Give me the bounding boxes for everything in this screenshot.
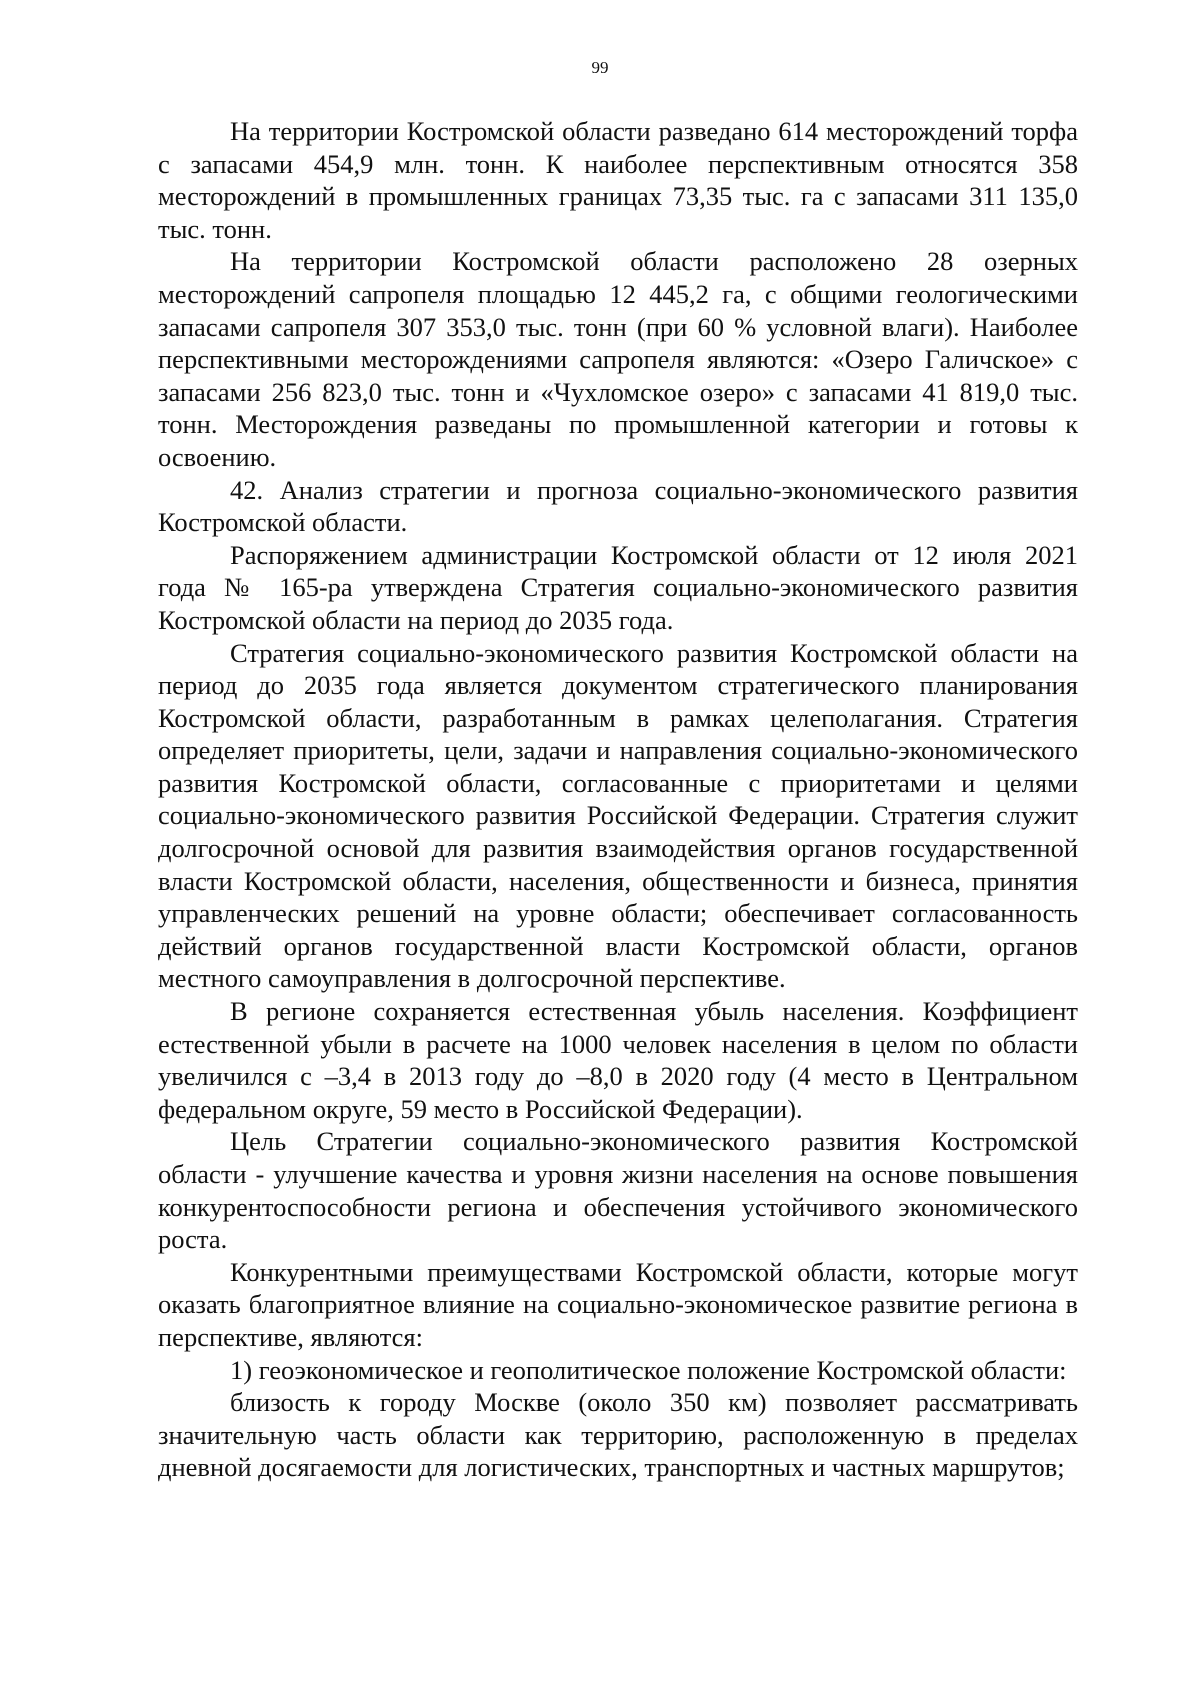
- section-heading-42: 42. Анализ стратегии и прогноза социально-экономического развития Костромской области.: [158, 474, 1078, 538]
- paragraph-proximity-to-moscow: близость к городу Москве (около 350 км) позволяет рассматривать значительную часть области как территорию, расположенную в пределах дневной досягаемости для логистических, транспортных и частных маршрутов;: [158, 1387, 1078, 1483]
- paragraph-competitive-advantages: Конкурентными преимуществами Костромской области, которые могут оказать благоприятное влияние на социально-экономическое развитие региона в перспективе, являются:: [158, 1256, 1078, 1352]
- paragraph-peat-deposits: На территории Костромской области разведано 614 месторождений торфа с запасами 454,9 млн. тонн. К наиболее перспективным относятся 358 месторождений в промышленных границах 73,35 тыс. га с запасами 311 135,0 тыс. тонн.: [158, 116, 1078, 244]
- list-item-geoeconomic-position: 1) геоэкономическое и геополитическое положение Костромской области:: [230, 1354, 1067, 1385]
- paragraph-strategy-order: Распоряжением администрации Костромской области от 12 июля 2021 года № 165-ра утверждена Стратегия социально-экономического развития Костромской области на период до 2035 года.: [158, 539, 1078, 635]
- paragraph-sapropel-deposits: На территории Костромской области расположено 28 озерных месторождений сапропеля площадью 12 445,2 га, с общими геологическими запасами сапропеля 307 353,0 тыс. тонн (при 60 % условной влаги). Наиболее перспективными месторождениями сапропеля являются: «Озеро Галичское» с запасами 256 823,0 тыс. тонн и «Чухломское озеро» с запасами 41 819,0 тыс. тонн. Месторождения разведаны по промышленной категории и готовы к освоению.: [158, 246, 1078, 472]
- paragraph-strategy-goal: Цель Стратегии социально-экономического развития Костромской области - улучшение качества и уровня жизни населения на основе повышения конкурентоспособности региона и обеспечения устойчивого экономического роста.: [158, 1126, 1078, 1255]
- page-number: 99: [591, 58, 609, 77]
- document-body: [158, 115, 1078, 1484]
- paragraph-population-decline: В регионе сохраняется естественная убыль населения. Коэффициент естественной убыли в расчете на 1000 человек населения в целом по области увеличился с –3,4 в 2013 году до –8,0 в 2020 году (4 место в Центральном федеральном округе, 59 место в Российской Федерации).: [158, 996, 1078, 1124]
- paragraph-strategy-description: Стратегия социально-экономического развития Костромской области на период до 2035 года является документом стратегического планирования Костромской области, разработанным в рамках целеполагания. Стратегия определяет приоритеты, цели, задачи и направления социально-экономического развития Костромской области, согласованные с приоритетами и целями социально-экономического развития Российской Федерации. Стратегия служит долгосрочной основой для развития взаимодействия органов государственной власти Костромской области, населения, общественности и бизнеса, принятия управленческих решений на уровне области; обеспечивает согласованность действий органов государственной власти Костромской области, органов местного самоуправления в долгосрочной перспективе.: [158, 637, 1078, 994]
